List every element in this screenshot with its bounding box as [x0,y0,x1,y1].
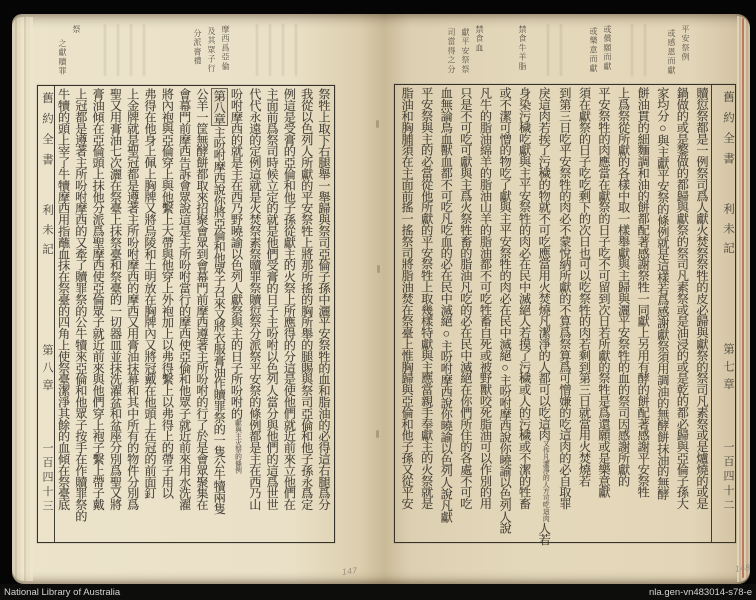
text-column: 牛犢的頭上宰了牛犢摩西用指蘸血抹在祭臺的四角上使祭臺潔淨其餘的血傾在祭臺底 [56,88,71,510]
series-title-label: 舊約全書 [41,92,53,174]
book-title-label: 利未記 [41,204,53,263]
page-number-label: 一百四十二 [722,441,734,514]
text-column: 鍋做的或是鏊做的都歸與獻祭的祭司凡素祭或是油浸的或是乾的都必歸與亞倫子孫大 [675,87,690,509]
book-title-label: 利未記 [722,203,734,262]
head-note-column: 獻平安祭祭 [461,28,470,74]
text-column: 第八章主吩咐摩西說你將亞倫和他眾子召來又將衣服膏油作贖罪祭的一隻公牛犢兩隻 [212,90,227,514]
page-right [12,14,750,584]
head-note-column: 平安祭例 [681,25,690,62]
head-note-column: 或樂意而獻 [589,27,598,73]
book-paper [12,14,750,584]
head-note-column: 及其眾子行 [207,27,216,73]
text-column: 上冠都是遵著主所吩咐摩西的又牽了贖罪祭的公牛犢來亞倫和他眾子按手在作贖罪祭的 [73,88,88,522]
page-number-label: 一百四十三 [41,442,53,515]
nla-library-label: National Library of Australia [4,587,121,598]
head-note [588,25,613,73]
head-note-column: 摩西爲亞倫 [221,25,230,71]
text-column: 脂油和胸脯須在主面前搖一搖祭司將脂油焚在祭臺上惟胸歸與亞倫和他子孫又從平安 [400,87,415,509]
head-note-column: 分派膏禮 [193,29,202,66]
head-note-column: 禁食牛羊脂 [518,25,527,71]
text-column: 餅油貫的細麵調和油的餅都配著感謝祭牲一同獻上另用有酵的餅配著感謝平安祭牲 [636,87,651,498]
text-column: 將內袍與亞倫穿上與他繫上大帶與他穿上外袍加上以弗得繫上以弗得上的帶子用以 [160,88,175,499]
text-column: 到第三日吃平安祭牲的肉必不蒙悅納所獻的不算爲祭算爲可憎嫌的吃這肉的必自取罪 [557,87,572,509]
text-column: 戾這肉若挨了污穢的物就不可吃應當用火焚燒凡潔淨的人都可以吃這肉又作凡潔淨的人方可吃這肉人若 [537,87,552,545]
chapter-label: 第八章 [41,344,53,397]
text-column: 公羊一筐無酵餅都取來招聚會眾到會幕門前摩西遵著主所吩咐的行了於是會眾聚集在 [194,88,209,510]
text-column: 我從以色列人所獻的平安祭牲上將那所搖的胸所舉的腿賜與祭司亞倫和他子孫永爲定 [299,88,314,510]
head-note-column: 之獻贖罪 [58,39,67,76]
pencil-folio-left: 147 [341,566,358,577]
text-column: 上爲祭從所獻的各樣中取一樣舉獻與主歸與灑平安祭牲的血的祭司因感謝所獻的 [616,87,631,487]
text-column: 吩咐摩西的就是主在西乃野曉諭以色列人獻祭與主的日子所吩咐的獻與主火祭的條例 [229,88,244,474]
text-column: 例這是受膏的亞倫和他子孫從獻主的火祭上所應得的分這是使他們就近前來立他們在 [282,88,297,510]
text-column: 身染污穢吃獻與主平安祭牲的肉必在民中滅絕人若摸了污穢或人的污穢或不潔的牲畜 [517,87,532,509]
text-frame-right [394,84,736,543]
interlinear-note: 又作凡潔淨的人方可吃這肉 [541,440,549,523]
text-column: 平安祭與主的必當從他所獻的平安祭牲上取幾樣特獻與主應當親手奉獻主的火祭就是 [419,87,434,509]
head-note-column: 或償願而獻 [603,25,612,71]
text-column: 弗得在他身上佩上胸牌又將烏陵和土明放在胸牌內又將冠戴在他頭上在冠的前面釘 [143,88,158,499]
head-note-column: 祭 [72,25,81,35]
pencil-folio-right: 148 [734,563,751,574]
text-column: 上金牌就是聖冠都是遵著主所吩咐摩西的摩西又用膏油抹幕和其中所有的物件分別爲 [125,88,140,510]
head-note-column: 司當得之分 [447,28,456,74]
series-title-label: 舊約全書 [722,91,734,173]
text-column: 祭牲上取下右腿舉一舉歸與祭司亞倫子孫中灑平安祭牲的血和脂油的必得這右腿爲分 [317,88,331,510]
head-note [517,25,528,71]
head-notes-right [12,14,750,84]
chapter-heading: 第八章 [212,90,227,125]
head-note [666,25,691,75]
text-column: 血無論鳥血獸血都不可吃凡吃血的必在民中滅絕○主吩咐摩西說你曉諭以色列人說凡獻 [439,87,454,523]
text-column: 須在獻祭的日子吃吃剩下的次日也可以吃祭牲的肉若剩到第三日就當用火焚燒若 [577,87,592,487]
text-column: 家均分○與主獻平安祭的條例就是這樣若爲感謝獻祭須用調油的無酵餅抹油的無酵 [655,87,670,500]
text-column: 會幕門前摩西告訴會眾說這是主所吩咐當行的摩西使亞倫和他眾子就近前來用水洗濯 [177,88,192,510]
margin-label-column-right [711,85,735,542]
interlinear-note: 獻與主火祭的條例 [233,418,241,474]
nla-image-id: nla.gen-vn483014-s78-e [649,587,752,598]
head-note-column: 或感恩而獻 [667,29,676,75]
head-note-column: 禁食血 [475,25,484,53]
text-column: 代代永遠的定例這就是火焚祭素祭贖罪祭贖愆祭分派祭平安祭的條例都是主在西乃山 [247,88,262,510]
nla-footer-bar [0,584,756,600]
text-column: 平安祭牲的肉應當在獻祭的日子吃不可留到次日若所獻的祭牲是爲還願或是樂意獻 [597,87,612,498]
head-note [446,25,485,74]
text-column: 膏油傾在亞倫頭上抹他分派爲聖摩西使亞倫眾子就近前來與他們穿上袍子繫上帶子戴 [91,88,106,510]
chapter-label: 第七章 [722,343,734,396]
text-column: 或不潔可憎的物吃了獻與主平安祭牲的肉必在民中滅絕○主吩咐摩西說你曉諭以色列人說 [498,87,513,534]
text-column: 只是不可吃可獻與主爲火祭牲畜的脂油凡吃的必在民中滅絕在你們所住的各處不可吃 [458,87,473,509]
text-column: 贖愆祭都是一例祭司爲人獻火焚祭祭牲的皮必歸與獻祭的祭司凡素祭或是爐燒的或是 [695,87,709,509]
text-column: 聖又用膏油七次灑在祭臺上抹祭臺和祭臺的一切器皿並抹洗濯盆和盆座分別爲聖又將 [108,88,123,510]
text-body-right [397,87,711,545]
text-column: 主面前爲祭司時候立定的就是他們受膏的日子主吩咐以色列人當分與他們的這爲世世 [265,88,280,510]
text-column: 凡牛的脂油綿羊的脂油山羊的脂油都不可吃牲畜自死或被野獸咬死脂油可以作別的用 [478,87,493,509]
